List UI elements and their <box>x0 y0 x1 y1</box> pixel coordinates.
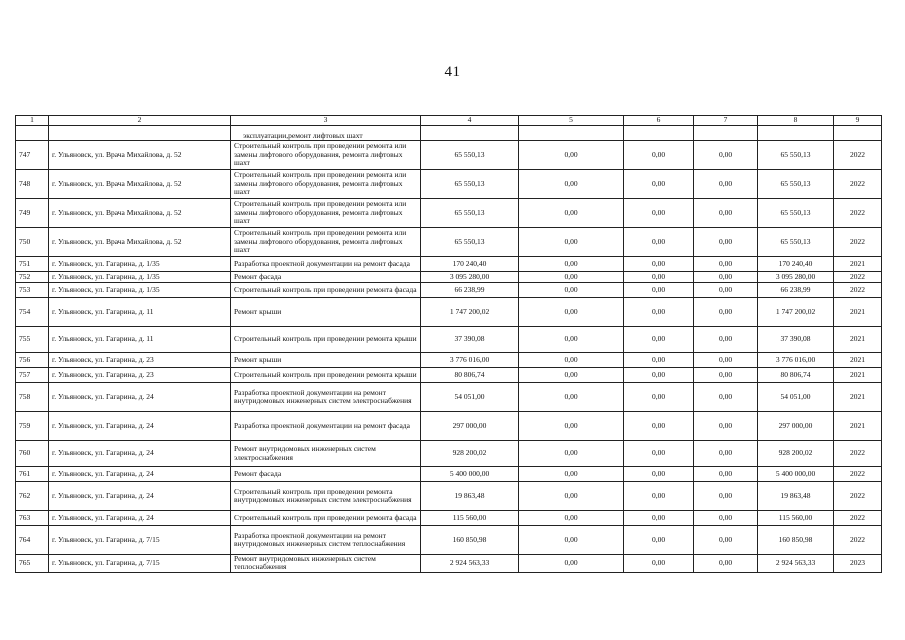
work-type-cell: Строительный контроль при проведении ремонта фасада <box>231 511 421 526</box>
budget-cost-cell: 0,00 <box>624 283 694 298</box>
year-cell: 2021 <box>834 327 882 353</box>
fund-cost-cell: 0,00 <box>519 199 624 228</box>
column-header: 2 <box>49 116 231 126</box>
budget-cost-cell: 0,00 <box>624 228 694 257</box>
table-row <box>16 526 882 555</box>
total-cost-cell: 2 924 563,33 <box>421 555 519 573</box>
total-cost-cell: 80 806,74 <box>421 368 519 383</box>
address-cell: г. Ульяновск, ул. Гагарина, д. 24 <box>49 412 231 441</box>
row-number: 754 <box>16 298 49 327</box>
row-number: 752 <box>16 272 49 283</box>
total-cost-cell: 65 550,13 <box>421 199 519 228</box>
year-cell: 2021 <box>834 368 882 383</box>
total-cost-cell: 297 000,00 <box>421 412 519 441</box>
owners-cost-cell: 0,00 <box>694 283 758 298</box>
budget-cost-cell: 0,00 <box>624 441 694 467</box>
fund-cost-cell: 0,00 <box>519 257 624 272</box>
year-cell: 2022 <box>834 199 882 228</box>
owners-cost-cell: 0,00 <box>694 383 758 412</box>
table-row <box>16 283 882 298</box>
row-number: 747 <box>16 141 49 170</box>
address-cell: г. Ульяновск, ул. Гагарина, д. 23 <box>49 368 231 383</box>
budget-cost-cell: 0,00 <box>624 555 694 573</box>
work-type-cell: Разработка проектной документации на ремонт фасада <box>231 412 421 441</box>
row-number: 753 <box>16 283 49 298</box>
fund-cost-cell: 0,00 <box>519 368 624 383</box>
work-type-cell: Ремонт фасада <box>231 467 421 482</box>
budget-cost-cell: 0,00 <box>624 257 694 272</box>
year-cell: 2021 <box>834 412 882 441</box>
table-row <box>16 555 882 573</box>
row-number: 764 <box>16 526 49 555</box>
year-cell: 2021 <box>834 383 882 412</box>
continuation-text: эксплуатации,ремонт лифтовых шахт <box>231 126 421 141</box>
column-header: 8 <box>758 116 834 126</box>
work-type-cell: Ремонт фасада <box>231 272 421 283</box>
address-cell: г. Ульяновск, ул. Гагарина, д. 1/35 <box>49 283 231 298</box>
table-row <box>16 170 882 199</box>
total-cost-cell: 3 776 016,00 <box>421 353 519 368</box>
fund-cost-cell: 0,00 <box>519 283 624 298</box>
year-cell: 2021 <box>834 257 882 272</box>
owners-cost-cell: 0,00 <box>694 170 758 199</box>
year-cell: 2022 <box>834 467 882 482</box>
capital-repair-cost-cell: 170 240,40 <box>758 257 834 272</box>
capital-repair-cost-cell: 160 850,98 <box>758 526 834 555</box>
total-cost-cell: 1 747 200,02 <box>421 298 519 327</box>
fund-cost-cell: 0,00 <box>519 272 624 283</box>
year-cell: 2022 <box>834 511 882 526</box>
total-cost-cell: 170 240,40 <box>421 257 519 272</box>
capital-repair-cost-cell: 66 238,99 <box>758 283 834 298</box>
work-type-cell: Строительный контроль при проведении ремонта или замены лифтового оборудования, ремонта лифтовых шахт <box>231 228 421 257</box>
column-header: 5 <box>519 116 624 126</box>
total-cost-cell: 37 390,08 <box>421 327 519 353</box>
fund-cost-cell: 0,00 <box>519 383 624 412</box>
table-row <box>16 511 882 526</box>
table-row <box>16 441 882 467</box>
address-cell: г. Ульяновск, ул. Гагарина, д. 1/35 <box>49 272 231 283</box>
owners-cost-cell: 0,00 <box>694 555 758 573</box>
owners-cost-cell: 0,00 <box>694 526 758 555</box>
work-type-cell: Ремонт крыши <box>231 298 421 327</box>
address-cell: г. Ульяновск, ул. Врача Михайлова, д. 52 <box>49 228 231 257</box>
owners-cost-cell: 0,00 <box>694 467 758 482</box>
column-header: 1 <box>16 116 49 126</box>
address-cell: г. Ульяновск, ул. Врача Михайлова, д. 52 <box>49 199 231 228</box>
budget-cost-cell: 0,00 <box>624 412 694 441</box>
total-cost-cell: 928 200,02 <box>421 441 519 467</box>
table-row <box>16 368 882 383</box>
work-type-cell: Ремонт внутридомовых инженерных систем электроснабжения <box>231 441 421 467</box>
budget-cost-cell: 0,00 <box>624 170 694 199</box>
table-row <box>16 228 882 257</box>
fund-cost-cell: 0,00 <box>519 555 624 573</box>
total-cost-cell: 160 850,98 <box>421 526 519 555</box>
address-cell: г. Ульяновск, ул. Гагарина, д. 24 <box>49 383 231 412</box>
total-cost-cell: 65 550,13 <box>421 228 519 257</box>
work-type-cell: Ремонт крыши <box>231 353 421 368</box>
repair-registry-table <box>15 115 882 573</box>
table-row <box>16 257 882 272</box>
table-row <box>16 327 882 353</box>
row-number: 755 <box>16 327 49 353</box>
row-number: 760 <box>16 441 49 467</box>
year-cell: 2022 <box>834 526 882 555</box>
fund-cost-cell: 0,00 <box>519 511 624 526</box>
row-number: 761 <box>16 467 49 482</box>
owners-cost-cell: 0,00 <box>694 141 758 170</box>
owners-cost-cell: 0,00 <box>694 511 758 526</box>
table-row <box>16 272 882 283</box>
year-cell: 2022 <box>834 141 882 170</box>
owners-cost-cell: 0,00 <box>694 257 758 272</box>
capital-repair-cost-cell: 65 550,13 <box>758 141 834 170</box>
address-cell: г. Ульяновск, ул. Гагарина, д. 7/15 <box>49 555 231 573</box>
work-type-cell: Строительный контроль при проведении ремонта крыши <box>231 368 421 383</box>
address-cell: г. Ульяновск, ул. Гагарина, д. 23 <box>49 353 231 368</box>
capital-repair-cost-cell: 115 560,00 <box>758 511 834 526</box>
capital-repair-cost-cell: 2 924 563,33 <box>758 555 834 573</box>
row-number: 751 <box>16 257 49 272</box>
address-cell: г. Ульяновск, ул. Гагарина, д. 1/35 <box>49 257 231 272</box>
column-header: 7 <box>694 116 758 126</box>
work-type-cell: Ремонт внутридомовых инженерных систем теплоснабжения <box>231 555 421 573</box>
capital-repair-cost-cell: 5 400 000,00 <box>758 467 834 482</box>
row-number: 758 <box>16 383 49 412</box>
work-type-cell: Разработка проектной документации на ремонт внутридомовых инженерных систем теплоснабжения <box>231 526 421 555</box>
address-cell: г. Ульяновск, ул. Гагарина, д. 24 <box>49 467 231 482</box>
owners-cost-cell: 0,00 <box>694 272 758 283</box>
column-number-header-row <box>16 116 882 126</box>
row-number: 748 <box>16 170 49 199</box>
year-cell: 2022 <box>834 441 882 467</box>
owners-cost-cell: 0,00 <box>694 298 758 327</box>
total-cost-cell: 3 095 280,00 <box>421 272 519 283</box>
budget-cost-cell: 0,00 <box>624 353 694 368</box>
work-type-cell: Строительный контроль при проведении ремонта или замены лифтового оборудования, ремонта лифтовых шахт <box>231 170 421 199</box>
owners-cost-cell: 0,00 <box>694 199 758 228</box>
table-row <box>16 412 882 441</box>
column-header: 6 <box>624 116 694 126</box>
table-row <box>16 298 882 327</box>
address-cell: г. Ульяновск, ул. Гагарина, д. 11 <box>49 298 231 327</box>
owners-cost-cell: 0,00 <box>694 441 758 467</box>
column-header: 3 <box>231 116 421 126</box>
year-cell: 2021 <box>834 298 882 327</box>
year-cell: 2022 <box>834 272 882 283</box>
capital-repair-cost-cell: 297 000,00 <box>758 412 834 441</box>
owners-cost-cell: 0,00 <box>694 228 758 257</box>
table-row <box>16 353 882 368</box>
address-cell: г. Ульяновск, ул. Гагарина, д. 24 <box>49 441 231 467</box>
capital-repair-cost-cell: 65 550,13 <box>758 170 834 199</box>
fund-cost-cell: 0,00 <box>519 526 624 555</box>
capital-repair-cost-cell: 65 550,13 <box>758 199 834 228</box>
budget-cost-cell: 0,00 <box>624 526 694 555</box>
capital-repair-cost-cell: 65 550,13 <box>758 228 834 257</box>
budget-cost-cell: 0,00 <box>624 482 694 511</box>
owners-cost-cell: 0,00 <box>694 353 758 368</box>
year-cell: 2022 <box>834 228 882 257</box>
year-cell: 2022 <box>834 170 882 199</box>
work-type-cell: Строительный контроль при проведении ремонта или замены лифтового оборудования, ремонта лифтовых шахт <box>231 141 421 170</box>
page-number: 41 <box>444 64 461 80</box>
row-number: 762 <box>16 482 49 511</box>
total-cost-cell: 115 560,00 <box>421 511 519 526</box>
total-cost-cell: 5 400 000,00 <box>421 467 519 482</box>
capital-repair-cost-cell: 54 051,00 <box>758 383 834 412</box>
continuation-row <box>16 126 882 141</box>
table-row <box>16 141 882 170</box>
budget-cost-cell: 0,00 <box>624 467 694 482</box>
year-cell: 2021 <box>834 353 882 368</box>
owners-cost-cell: 0,00 <box>694 368 758 383</box>
capital-repair-cost-cell: 1 747 200,02 <box>758 298 834 327</box>
row-number: 757 <box>16 368 49 383</box>
fund-cost-cell: 0,00 <box>519 467 624 482</box>
table-row <box>16 199 882 228</box>
capital-repair-cost-cell: 80 806,74 <box>758 368 834 383</box>
row-number: 763 <box>16 511 49 526</box>
owners-cost-cell: 0,00 <box>694 327 758 353</box>
column-header: 4 <box>421 116 519 126</box>
work-type-cell: Строительный контроль при проведении ремонта фасада <box>231 283 421 298</box>
budget-cost-cell: 0,00 <box>624 327 694 353</box>
address-cell: г. Ульяновск, ул. Врача Михайлова, д. 52 <box>49 141 231 170</box>
total-cost-cell: 65 550,13 <box>421 170 519 199</box>
budget-cost-cell: 0,00 <box>624 272 694 283</box>
row-number: 759 <box>16 412 49 441</box>
fund-cost-cell: 0,00 <box>519 141 624 170</box>
work-type-cell: Разработка проектной документации на ремонт внутридомовых инженерных систем электроснабжения <box>231 383 421 412</box>
capital-repair-cost-cell: 3 776 016,00 <box>758 353 834 368</box>
table-row <box>16 467 882 482</box>
budget-cost-cell: 0,00 <box>624 199 694 228</box>
row-number: 765 <box>16 555 49 573</box>
year-cell: 2022 <box>834 482 882 511</box>
address-cell: г. Ульяновск, ул. Врача Михайлова, д. 52 <box>49 170 231 199</box>
table-row <box>16 383 882 412</box>
fund-cost-cell: 0,00 <box>519 228 624 257</box>
total-cost-cell: 19 863,48 <box>421 482 519 511</box>
capital-repair-cost-cell: 19 863,48 <box>758 482 834 511</box>
fund-cost-cell: 0,00 <box>519 353 624 368</box>
capital-repair-cost-cell: 928 200,02 <box>758 441 834 467</box>
address-cell: г. Ульяновск, ул. Гагарина, д. 11 <box>49 327 231 353</box>
owners-cost-cell: 0,00 <box>694 412 758 441</box>
row-number: 756 <box>16 353 49 368</box>
work-type-cell: Строительный контроль при проведении ремонта внутридомовых инженерных систем электроснабжения <box>231 482 421 511</box>
address-cell: г. Ульяновск, ул. Гагарина, д. 7/15 <box>49 526 231 555</box>
work-type-cell: Строительный контроль при проведении ремонта или замены лифтового оборудования, ремонта лифтовых шахт <box>231 199 421 228</box>
column-header: 9 <box>834 116 882 126</box>
capital-repair-cost-cell: 3 095 280,00 <box>758 272 834 283</box>
work-type-cell: Строительный контроль при проведении ремонта крыши <box>231 327 421 353</box>
budget-cost-cell: 0,00 <box>624 141 694 170</box>
fund-cost-cell: 0,00 <box>519 482 624 511</box>
fund-cost-cell: 0,00 <box>519 170 624 199</box>
fund-cost-cell: 0,00 <box>519 327 624 353</box>
work-type-cell: Разработка проектной документации на ремонт фасада <box>231 257 421 272</box>
fund-cost-cell: 0,00 <box>519 298 624 327</box>
row-number: 750 <box>16 228 49 257</box>
budget-cost-cell: 0,00 <box>624 383 694 412</box>
total-cost-cell: 65 550,13 <box>421 141 519 170</box>
capital-repair-cost-cell: 37 390,08 <box>758 327 834 353</box>
address-cell: г. Ульяновск, ул. Гагарина, д. 24 <box>49 482 231 511</box>
fund-cost-cell: 0,00 <box>519 441 624 467</box>
budget-cost-cell: 0,00 <box>624 298 694 327</box>
year-cell: 2022 <box>834 283 882 298</box>
row-number: 749 <box>16 199 49 228</box>
total-cost-cell: 66 238,99 <box>421 283 519 298</box>
budget-cost-cell: 0,00 <box>624 511 694 526</box>
year-cell: 2023 <box>834 555 882 573</box>
budget-cost-cell: 0,00 <box>624 368 694 383</box>
address-cell: г. Ульяновск, ул. Гагарина, д. 24 <box>49 511 231 526</box>
total-cost-cell: 54 051,00 <box>421 383 519 412</box>
owners-cost-cell: 0,00 <box>694 482 758 511</box>
fund-cost-cell: 0,00 <box>519 412 624 441</box>
table-row <box>16 482 882 511</box>
